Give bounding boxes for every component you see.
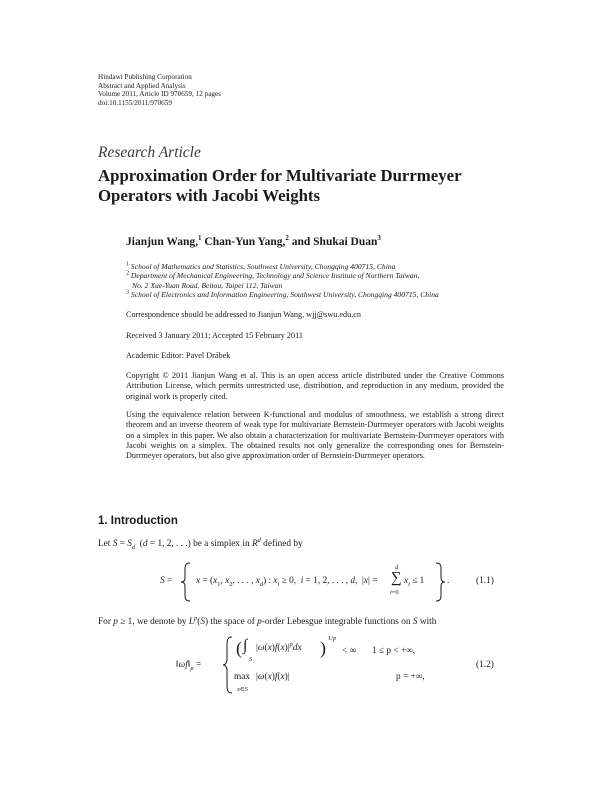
title-line-1: Approximation Order for Multivariate Durrmeyer <box>98 166 462 185</box>
para-text: For <box>98 617 114 627</box>
intro-text: Let <box>98 539 113 549</box>
publisher-name: Hindawi Publishing Corporation <box>98 73 192 81</box>
section-heading: 1. Introduction <box>98 515 178 527</box>
equation-number: (1.2) <box>476 660 494 670</box>
author-name: and Shukai Duan <box>291 236 378 248</box>
affiliation-sup: 1 <box>126 261 129 268</box>
para-text: with <box>417 617 437 627</box>
dates: Received 3 January 2011; Accepted 15 February 2011 <box>126 331 303 340</box>
author-list <box>126 236 381 248</box>
right-brace <box>434 562 446 602</box>
para-text: the space of <box>208 617 258 627</box>
journal-header <box>98 73 221 107</box>
affiliation-text: School of Electronics and Information Engineering, Southwest University, Chongqing 400715, China <box>130 290 439 300</box>
math: S <box>112 539 118 549</box>
abstract: Using the equivalence relation between K-functional and modulus of smoothness, we establish a strong direct theorem and an inverse theorem of weak type for multivariate Bernstein-Durrmeyer operators with Jacobi weights on a simplex in this paper. We also obtain a characterization for multivariate Bernstein-Durrmeyer operators with Jacobi weights on a simplex. The obtained results not only generalize the corresponding ones for Bernstein-Durrmeyer operators, but also give approximation order of Bernstein-Durrmeyer operators. <box>126 410 504 461</box>
author-name: Jianjun Wang, <box>126 236 199 248</box>
author-name: Chan-Yun Yang, <box>204 236 286 248</box>
equation-1-1: S = $x = (x_1$, $x_2$, . . . , $x_d$) : $x_i \ge 0$, i = 1, 2, . . . , d, |x| = d ∑ i=0 $x_i \le 1$ . <box>160 562 460 602</box>
equation-1-2: $‖\omega f‖_p$ = ( ∫ S $|\omega(x)f(x)|^pdx$ ) 1/p < ∞ 1 ≤ p < +∞, max x∈S |ω(x)f(x)| p = +∞, <box>176 635 425 693</box>
affiliations <box>126 262 506 300</box>
case-condition: 1 ≤ p < +∞, <box>372 646 416 656</box>
para-text: , we denote by <box>132 617 189 627</box>
copyright-notice: Copyright © 2011 Jianjun Wang et al. This is an open access article distributed under the Creative Commons Attribution License, which permits unrestricted use, distribution, and reproduction in any medium, provided the original work is properly cited. <box>126 371 504 401</box>
intro-sentence: Let $S = S_d$ (d = 1, 2, . . .) be a simplex in $R^d$ defined by <box>98 536 303 551</box>
case-condition: p = +∞, <box>396 672 425 682</box>
volume-info: Volume 2011, Article ID 970659, 12 pages <box>98 90 221 99</box>
affiliation <box>126 262 506 271</box>
journal-name: Abstract and Applied Analysis <box>98 81 186 90</box>
paper-title <box>98 166 462 206</box>
affiliation-text: No. 2 Xue-Yuan Road, Beitou, Taipei 112, Taiwan <box>132 280 283 290</box>
definition-sentence: For p ≥ 1, we denote by $L^p(S)$ the space of p-order Lebesgue integrable functions on S with <box>98 614 437 627</box>
doi[interactable]: doi:10.1155/2011/970659 <box>98 98 172 107</box>
affiliation <box>126 281 506 290</box>
author-sup: 2 <box>285 234 289 243</box>
left-brace <box>222 636 234 694</box>
math: R <box>251 539 258 549</box>
left-brace <box>180 562 192 602</box>
para-text: -order Lebesgue integrable functions on <box>261 617 413 627</box>
title-line-2: Operators with Jacobi Weights <box>98 186 321 205</box>
affiliation-sup: 2 <box>126 270 129 277</box>
affiliation <box>126 271 506 280</box>
correspondence: Correspondence should be addressed to Jianjun Wang, wjj@swu.edu.cn <box>126 310 362 319</box>
affiliation-sup: 3 <box>126 289 129 296</box>
affiliation-text: Department of Mechanical Engineering, Technology and Science Institute of Northern Taiwan, <box>130 271 420 281</box>
affiliation-text: School of Mathematics and Statistics, Southwest University, Chongqing 400715, China <box>130 262 396 271</box>
intro-text: be a simplex in <box>190 539 252 549</box>
author-sup: 3 <box>377 234 381 243</box>
affiliation <box>126 290 506 299</box>
equation-number: (1.1) <box>476 576 494 586</box>
intro-text: defined by <box>260 539 303 549</box>
article-type: Research Article <box>98 144 201 161</box>
author-sup: 1 <box>198 234 202 243</box>
academic-editor: Academic Editor: Pavel Drábek <box>126 351 231 360</box>
